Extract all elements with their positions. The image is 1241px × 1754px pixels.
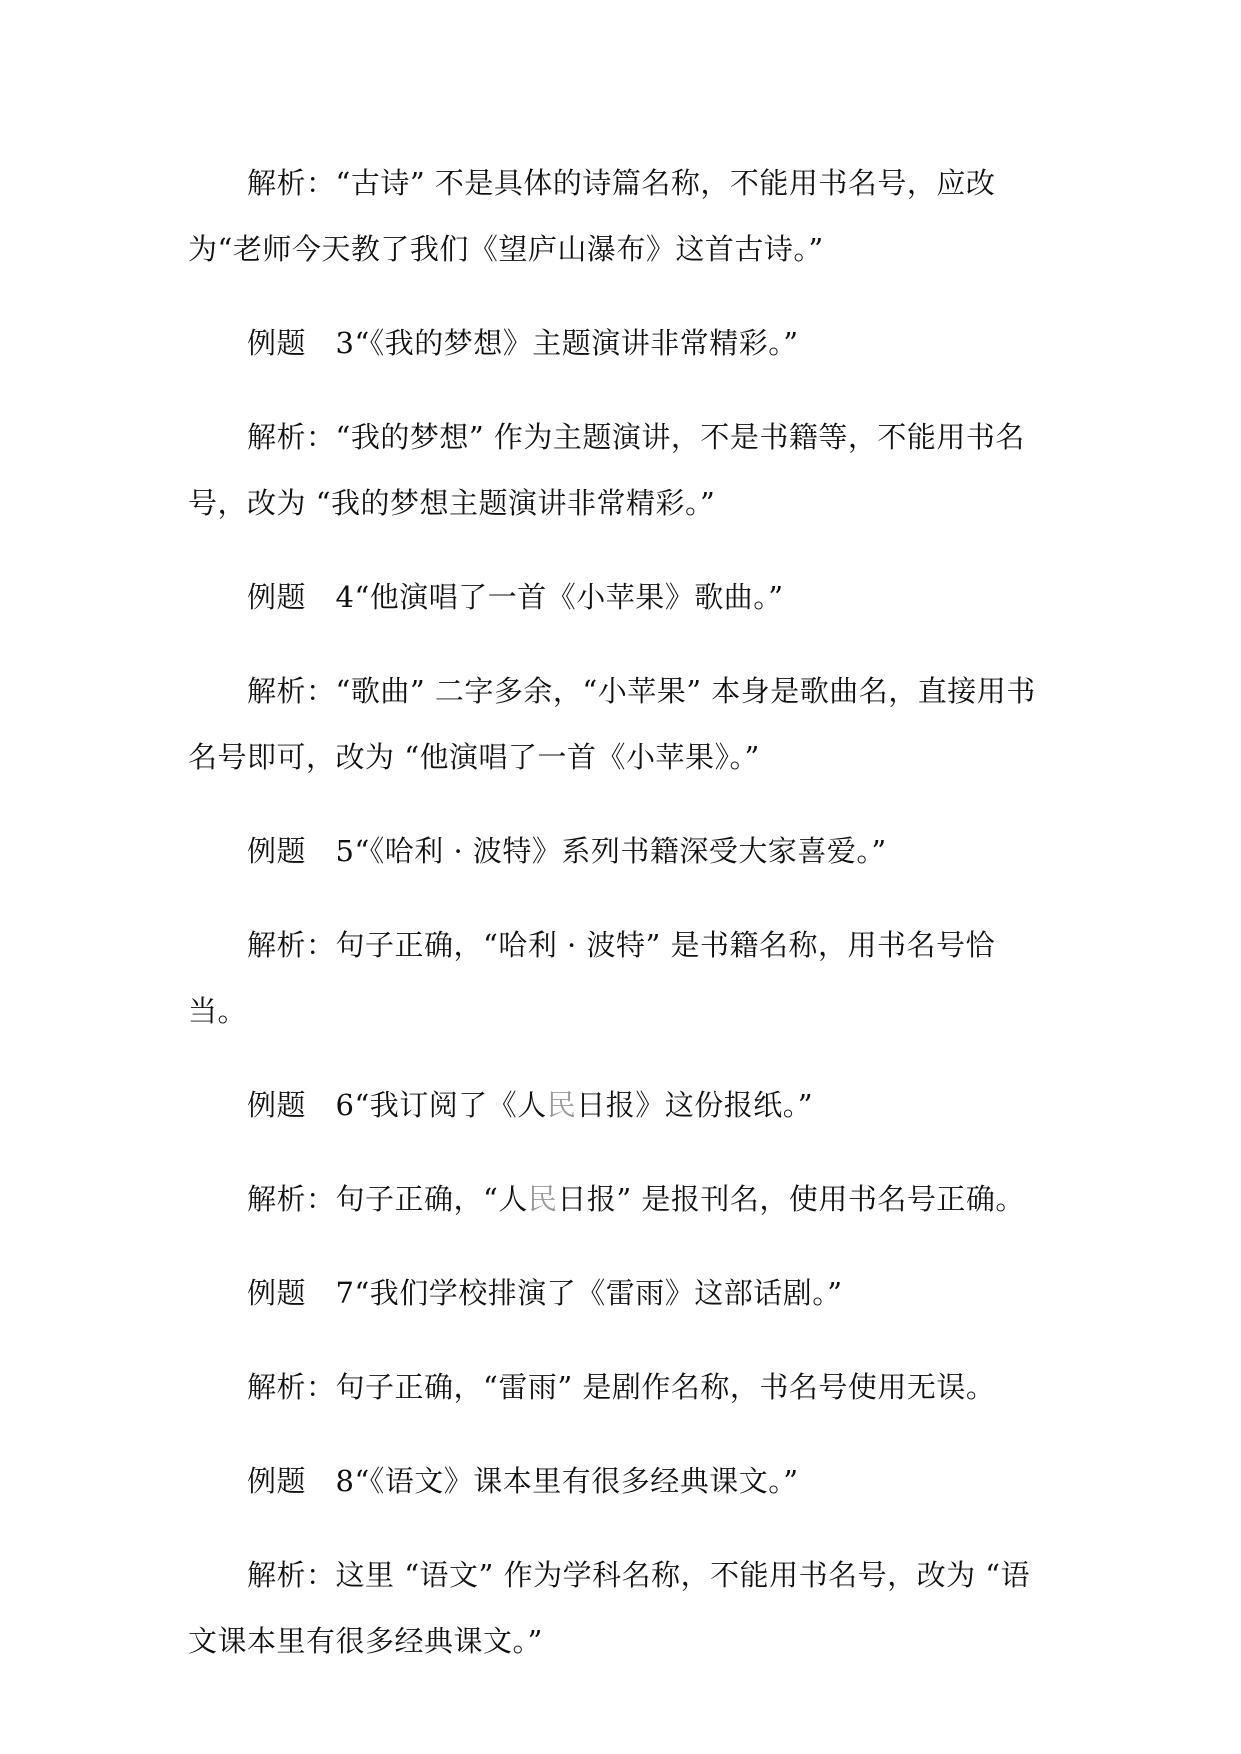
document-page <box>188 150 1052 1674</box>
analysis-paragraph-6 <box>188 1166 1052 1232</box>
example-5: 例题 5“《哈利 · 波特》系列书籍深受大家喜爱。” <box>247 834 887 868</box>
example-8: 例题 8“《语文》课本里有很多经典课文。” <box>247 1464 799 1498</box>
analysis-paragraph-3: 解析：“我的梦想” 作为主题演讲，不是书籍等，不能用书名号，改为 “我的梦想主题演讲非常精彩。” <box>188 420 1025 520</box>
example-6-faded-char: 民 <box>546 1088 577 1122</box>
analysis-6-part-1: 解析：句子正确，“人 <box>247 1182 528 1216</box>
analysis-6-part-2: 日报” 是报刊名，使用书名号正确。 <box>557 1182 1025 1216</box>
analysis-paragraph-4: 解析：“歌曲” 二字多余，“小苹果” 本身是歌曲名，直接用书名号即可，改为 “他演唱了一首《小苹果》。” <box>188 674 1036 774</box>
example-3: 例题 3“《我的梦想》主题演讲非常精彩。” <box>247 326 799 360</box>
example-6 <box>188 1072 1052 1138</box>
example-6-part-2: 日报》这份报纸。” <box>576 1088 814 1122</box>
example-6-part-1: 例题 6“我订阅了《人 <box>247 1088 547 1122</box>
example-7: 例题 7“我们学校排演了《雷雨》这部话剧。” <box>247 1276 843 1310</box>
example-4: 例题 4“他演唱了一首《小苹果》歌曲。” <box>247 580 784 614</box>
analysis-paragraph-7: 解析：句子正确，“雷雨” 是剧作名称，书名号使用无误。 <box>247 1370 996 1404</box>
analysis-paragraph-8: 解析：这里 “语文” 作为学科名称，不能用书名号，改为 “语文课本里有很多经典课文。” <box>188 1558 1031 1658</box>
analysis-6-faded-char: 民 <box>527 1182 558 1216</box>
analysis-paragraph-5: 解析：句子正确，“哈利 · 波特” 是书籍名称，用书名号恰当。 <box>188 928 996 1028</box>
analysis-paragraph-1: 解析：“古诗” 不是具体的诗篇名称，不能用书名号，应改为“老师今天教了我们《望庐山瀑布》这首古诗。” <box>188 166 996 266</box>
